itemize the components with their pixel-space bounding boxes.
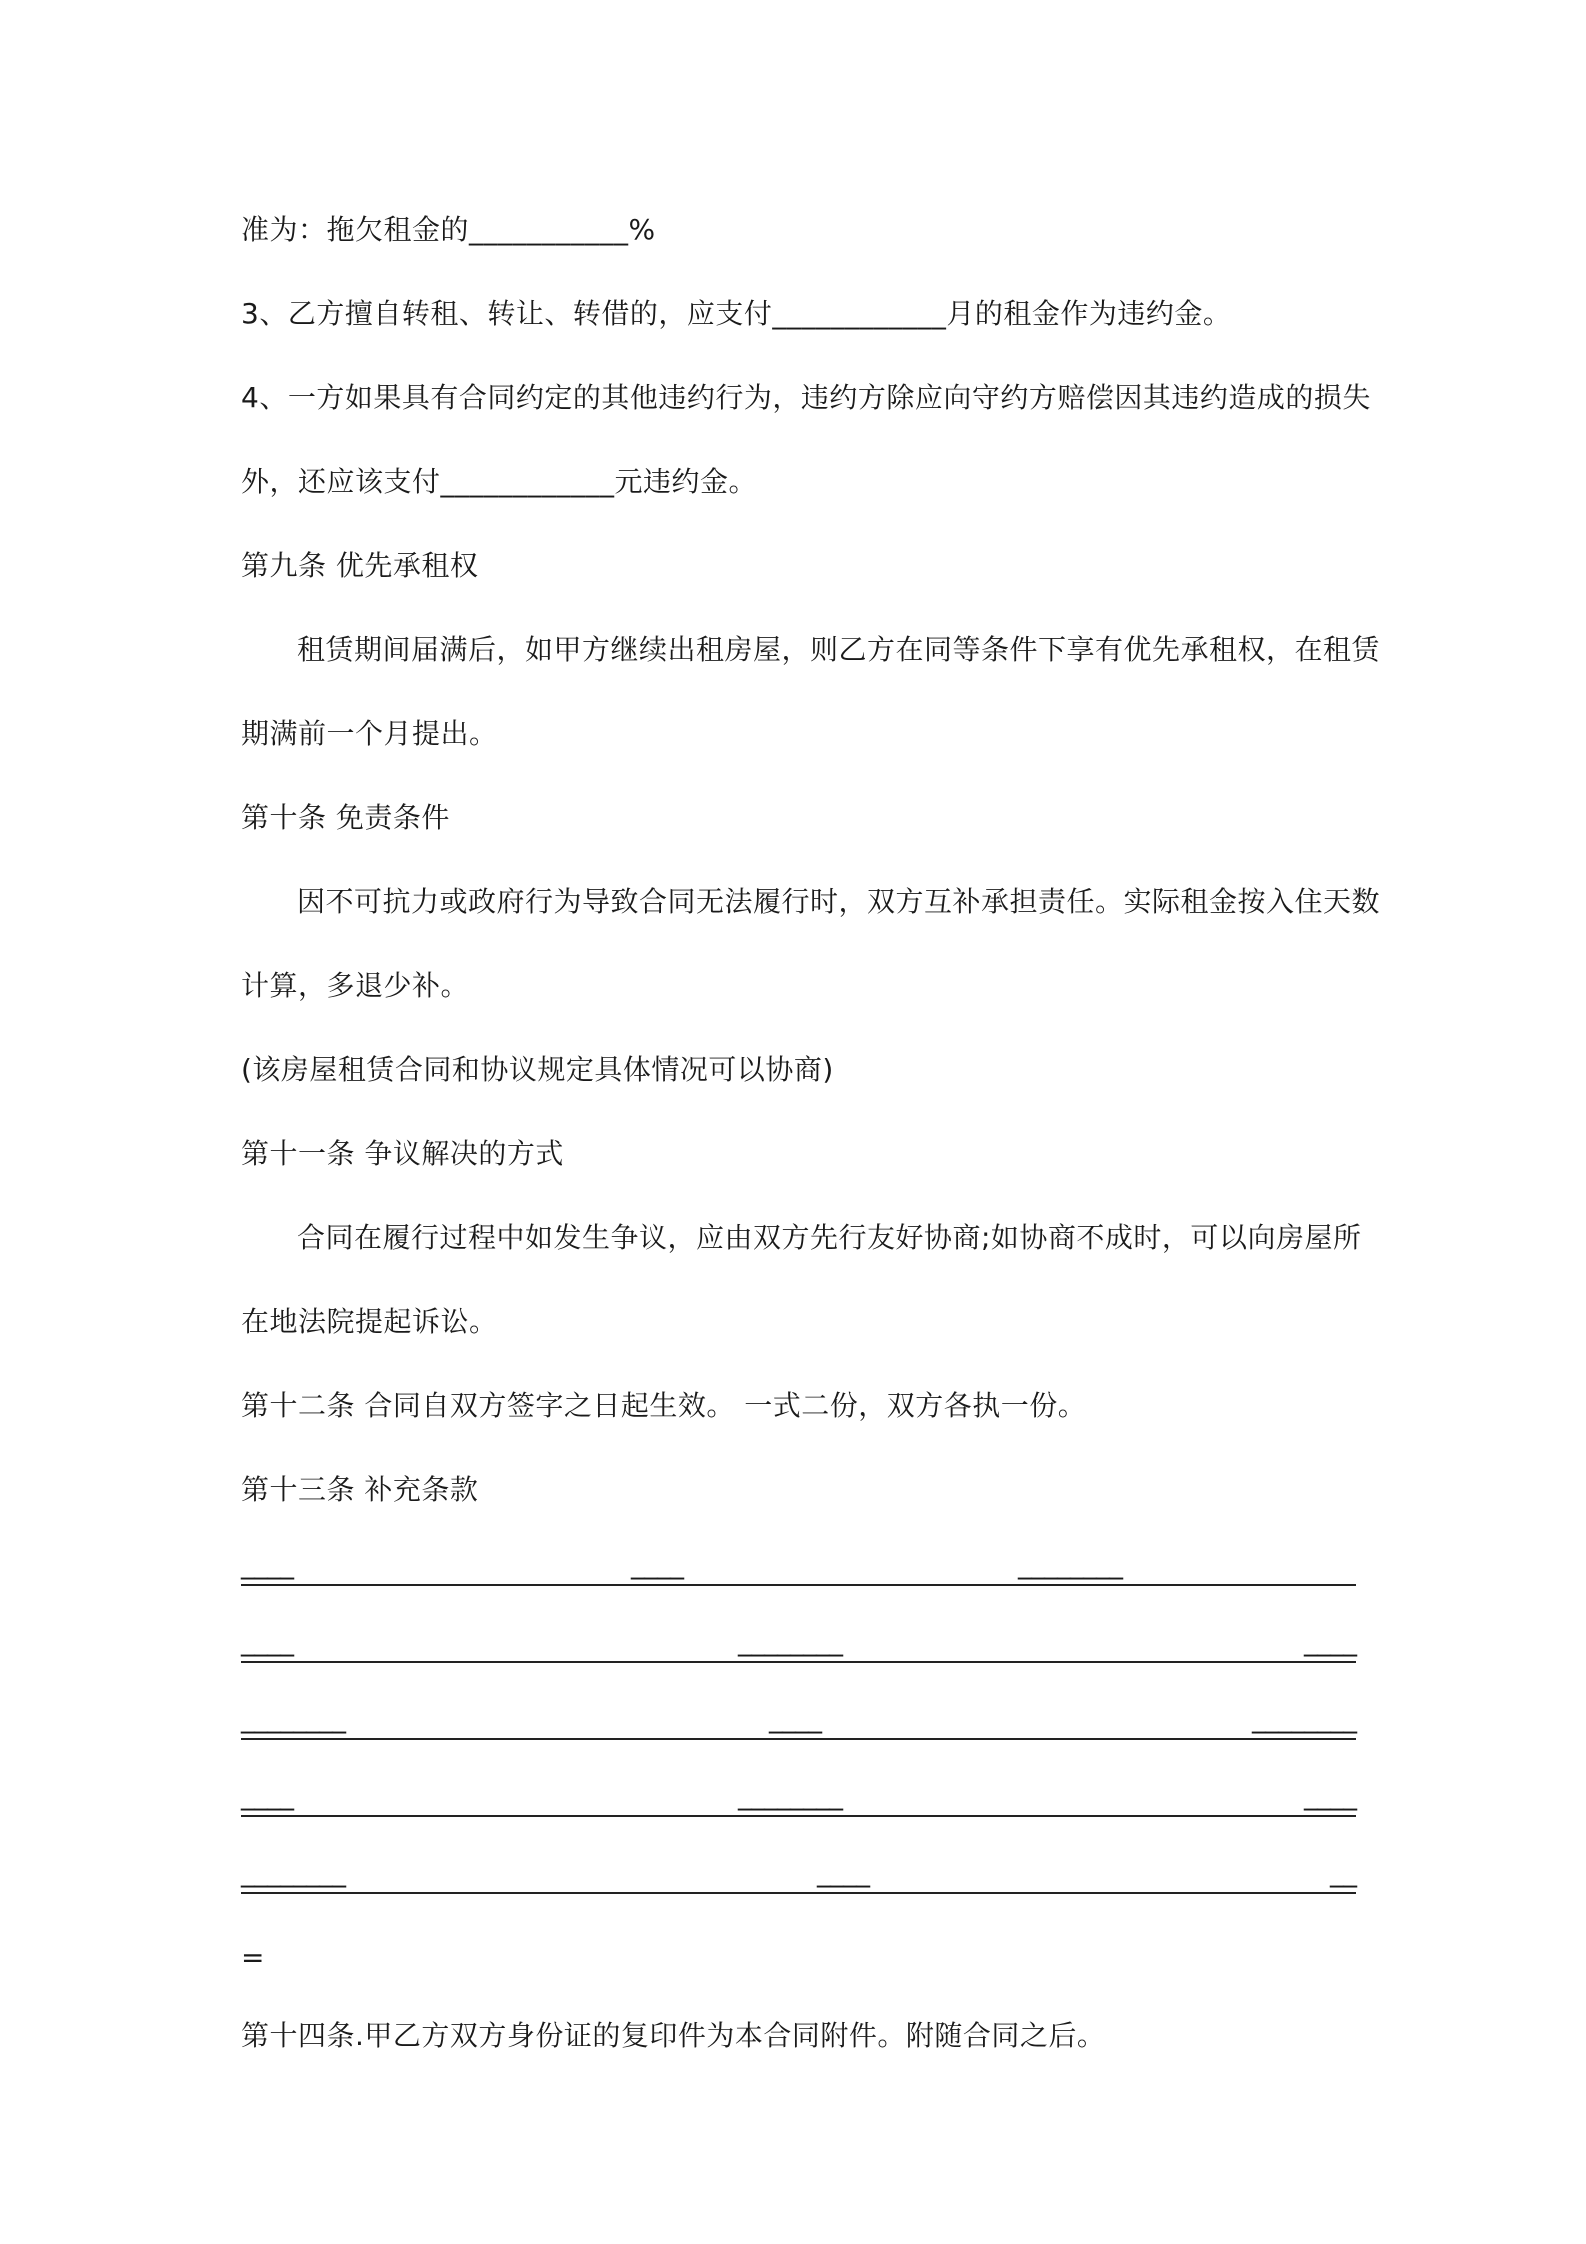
article-11-title: 第十一条 争议解决的方式 (241, 1137, 564, 1170)
supplementary-blank-line (241, 1775, 1356, 1817)
blank-segment: ____ (241, 1778, 293, 1811)
supplementary-blank-line (241, 1698, 1356, 1740)
sublease-penalty-line: 3、乙方擅自转租、转让、转借的，应支付____________月的租金作为违约金。 (241, 297, 1232, 330)
article-11-body-2: 在地法院提起诉讼。 (241, 1305, 498, 1338)
other-breach-line-1: 4、一方如果具有合同约定的其他违约行为，违约方除应向守约方赔偿因其违约造成的损失 (241, 381, 1371, 414)
blank-segment: ____ (769, 1701, 821, 1734)
article-9-body-2: 期满前一个月提出。 (241, 717, 498, 750)
article-13-title: 第十三条 补充条款 (241, 1473, 479, 1506)
supplementary-blank-line (241, 1621, 1356, 1663)
article-14: 第十四条.甲乙方双方身份证的复印件为本合同附件。附随合同之后。 (241, 2019, 1106, 2052)
article-12: 第十二条 合同自双方签字之日起生效。 一式二份，双方各执一份。 (241, 1389, 1087, 1422)
blank-segment: ________ (241, 1701, 345, 1734)
article-10-title: 第十条 免责条件 (241, 801, 450, 834)
trailing-mark: = (241, 1941, 265, 1974)
blank-segment: ________ (241, 1855, 345, 1888)
blank-segment: ____ (631, 1547, 683, 1580)
blank-segment: ____ (817, 1855, 869, 1888)
penalty-rate-line: 准为：拖欠租金的___________% (241, 213, 656, 246)
blank-segment: ____ (1304, 1778, 1356, 1811)
supplementary-blank-line (241, 1544, 1356, 1586)
other-breach-line-2: 外，还应该支付____________元违约金。 (241, 465, 758, 498)
article-10-body-2: 计算，多退少补。 (241, 969, 470, 1002)
article-9-body-1: 租赁期间届满后，如甲方继续出租房屋，则乙方在同等条件下享有优先承租权，在租赁 (297, 633, 1381, 666)
blank-segment: ____ (1304, 1624, 1356, 1657)
article-10-body-1: 因不可抗力或政府行为导致合同无法履行时，双方互补承担责任。实际租金按入住天数 (297, 885, 1381, 918)
blank-segment: ________ (1252, 1701, 1356, 1734)
blank-segment: ________ (738, 1778, 842, 1811)
negotiation-note: (该房屋租赁合同和协议规定具体情况可以协商) (241, 1053, 834, 1086)
article-11-body-1: 合同在履行过程中如发生争议，应由双方先行友好协商;如协商不成时，可以向房屋所 (297, 1221, 1362, 1254)
blank-segment: __ (1330, 1855, 1356, 1888)
blank-segment: ________ (1018, 1547, 1122, 1580)
supplementary-blank-line (241, 1852, 1356, 1894)
blank-segment: ____ (241, 1624, 293, 1657)
article-9-title: 第九条 优先承租权 (241, 549, 479, 582)
blank-segment: ____ (241, 1547, 293, 1580)
blank-segment: ________ (738, 1624, 842, 1657)
